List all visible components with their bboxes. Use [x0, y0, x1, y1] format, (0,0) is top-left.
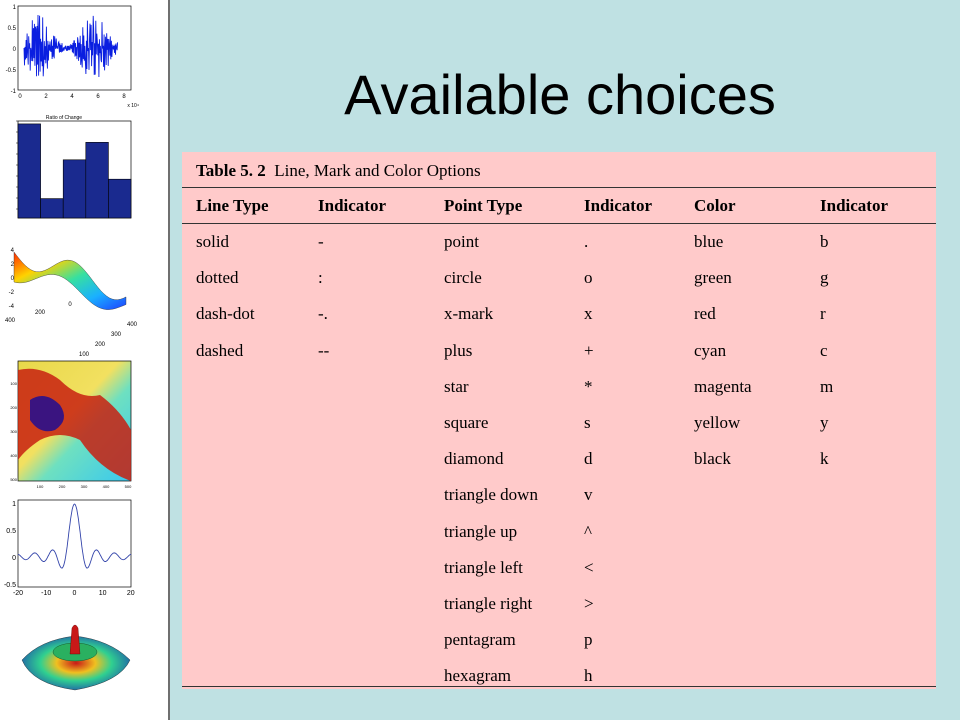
color-cell: green — [694, 268, 732, 288]
surface-ytick: 300 — [110, 332, 122, 338]
waveform-xtick: 0 — [18, 94, 22, 100]
waveform-exponent: x 10⁴ — [127, 103, 139, 109]
sinc-xtick: 10 — [98, 590, 107, 597]
surface-ytick: 400 — [126, 322, 138, 328]
point-type-cell: circle — [444, 268, 482, 288]
point-indicator-cell: . — [584, 232, 589, 251]
header-line-type: Line Type — [196, 196, 269, 215]
table-caption — [196, 161, 481, 181]
color-indicator-cell: c — [820, 340, 828, 360]
fractal-ytick: 200 — [10, 405, 17, 410]
color-indicator-cell: r — [820, 304, 826, 324]
color-indicator-cell: y — [820, 413, 829, 432]
bar-thumb-title: Ratio of Change — [45, 115, 83, 121]
color-cell: blue — [694, 232, 724, 251]
header-line-indicator: Indicator — [318, 196, 386, 215]
surface-ytick: 200 — [94, 342, 106, 348]
sinc-ytick: 1 — [12, 501, 16, 508]
waveform-xtick: 8 — [122, 94, 126, 100]
surface-ztick: -4 — [8, 304, 14, 310]
waveform-xtick: 2 — [44, 94, 48, 100]
point-indicator-cell: * — [584, 376, 593, 396]
point-indicator-cell: p — [584, 630, 593, 650]
surface-mesh — [14, 252, 126, 310]
waveform-xtick: 6 — [96, 94, 100, 100]
table-header-rule — [182, 223, 936, 224]
line-type-cell: solid — [196, 232, 230, 251]
waveform-ytick: 0 — [12, 47, 16, 53]
point-type-cell: star — [444, 376, 469, 396]
line-indicator-cell: - — [318, 232, 324, 251]
color-cell: red — [694, 304, 716, 324]
color-indicator-cell: k — [820, 449, 829, 469]
waveform-xtick: 4 — [70, 94, 74, 100]
bar-thumb-bar — [86, 142, 109, 218]
color-indicator-cell: g — [820, 268, 829, 288]
color-indicator-cell: m — [820, 376, 834, 396]
bar-thumb-bar — [18, 124, 41, 218]
surface-xtick: 400 — [4, 318, 16, 324]
point-type-cell: hexagram — [444, 666, 512, 686]
point-type-cell: triangle right — [444, 594, 533, 613]
table-caption-text: Line, Mark and Color Options — [274, 161, 481, 180]
line-indicator-cell: -. — [318, 304, 328, 324]
sinc-xtick: -20 — [12, 590, 24, 597]
color-indicator-cell: b — [820, 232, 829, 251]
thumbnail-sidebar — [0, 0, 168, 720]
point-type-cell: triangle up — [444, 521, 518, 541]
header-point-indicator: Indicator — [584, 196, 652, 215]
fractal-xtick: 100 — [36, 484, 44, 489]
table-bottom-rule — [182, 686, 936, 687]
point-indicator-cell: > — [584, 594, 594, 613]
point-indicator-cell: s — [584, 413, 591, 432]
point-indicator-cell: ^ — [584, 521, 592, 541]
waveform-ytick: -0.5 — [5, 68, 16, 74]
surface-ztick: 2 — [10, 262, 14, 268]
surface-xtick: 0 — [68, 302, 72, 308]
sinc-xtick: -10 — [41, 590, 52, 597]
bar-thumb-bar — [41, 199, 64, 218]
fractal-xtick: 300 — [80, 484, 88, 489]
point-indicator-cell: o — [584, 268, 593, 288]
point-type-cell: pentagram — [444, 630, 516, 650]
line-type-cell: dashed — [196, 340, 244, 360]
color-cell: black — [694, 449, 731, 469]
sinc-ytick: 0 — [12, 555, 16, 562]
point-indicator-cell: h — [584, 666, 593, 686]
fractal-ytick: 300 — [10, 429, 17, 434]
point-type-cell: triangle down — [444, 485, 538, 505]
sombrero-peak — [70, 625, 80, 654]
point-type-cell: triangle left — [444, 557, 523, 577]
table-caption-label: Table 5. 2 — [196, 161, 266, 180]
options-table — [182, 152, 936, 689]
point-type-cell: square — [444, 413, 489, 432]
point-indicator-cell: d — [584, 449, 593, 469]
waveform-ytick: -1 — [10, 89, 16, 95]
point-indicator-cell: + — [584, 340, 594, 360]
point-type-cell: plus — [444, 340, 473, 360]
line-indicator-cell: -- — [318, 340, 330, 360]
header-color-indicator: Indicator — [820, 196, 888, 215]
table-top-rule — [182, 187, 936, 188]
fractal-ytick: 100 — [10, 381, 17, 386]
header-point-type: Point Type — [444, 196, 523, 215]
slide-title: Available choices — [344, 63, 776, 126]
point-indicator-cell: v — [584, 485, 593, 505]
fractal-xtick: 200 — [58, 484, 66, 489]
surface-ztick: 4 — [10, 248, 14, 254]
header-color: Color — [694, 196, 736, 215]
surface-ztick: -2 — [8, 290, 14, 296]
sinc-ytick: -0.5 — [3, 582, 16, 589]
point-indicator-cell: x — [584, 304, 593, 324]
bar-thumb-bar — [108, 179, 131, 218]
sinc-xtick: 20 — [126, 590, 135, 597]
fractal-xtick: 400 — [102, 484, 110, 489]
sinc-xtick: 0 — [72, 590, 77, 597]
fractal-ytick: 500 — [10, 477, 17, 482]
point-type-cell: point — [444, 232, 479, 251]
sinc-plot-frame — [18, 500, 131, 587]
surface-ytick: 100 — [78, 352, 90, 358]
surface-ztick: 0 — [10, 276, 14, 282]
line-type-cell: dotted — [196, 268, 239, 288]
sinc-ytick: 0.5 — [6, 528, 16, 535]
waveform-ytick: 1 — [12, 5, 16, 11]
point-indicator-cell: < — [584, 557, 594, 577]
fractal-ytick: 400 — [10, 453, 17, 458]
thumbnail-figures — [0, 0, 168, 720]
point-type-cell: x-mark — [444, 304, 494, 324]
line-indicator-cell: : — [318, 268, 323, 288]
waveform-ytick: 0.5 — [7, 26, 16, 32]
fractal-xtick: 500 — [124, 484, 132, 489]
color-cell: cyan — [694, 340, 727, 360]
point-type-cell: diamond — [444, 449, 504, 469]
surface-xtick: 200 — [34, 310, 46, 316]
bar-thumb-bar — [63, 160, 86, 218]
color-cell: magenta — [694, 376, 752, 396]
line-type-cell: dash-dot — [196, 304, 255, 324]
color-cell: yellow — [694, 413, 741, 432]
